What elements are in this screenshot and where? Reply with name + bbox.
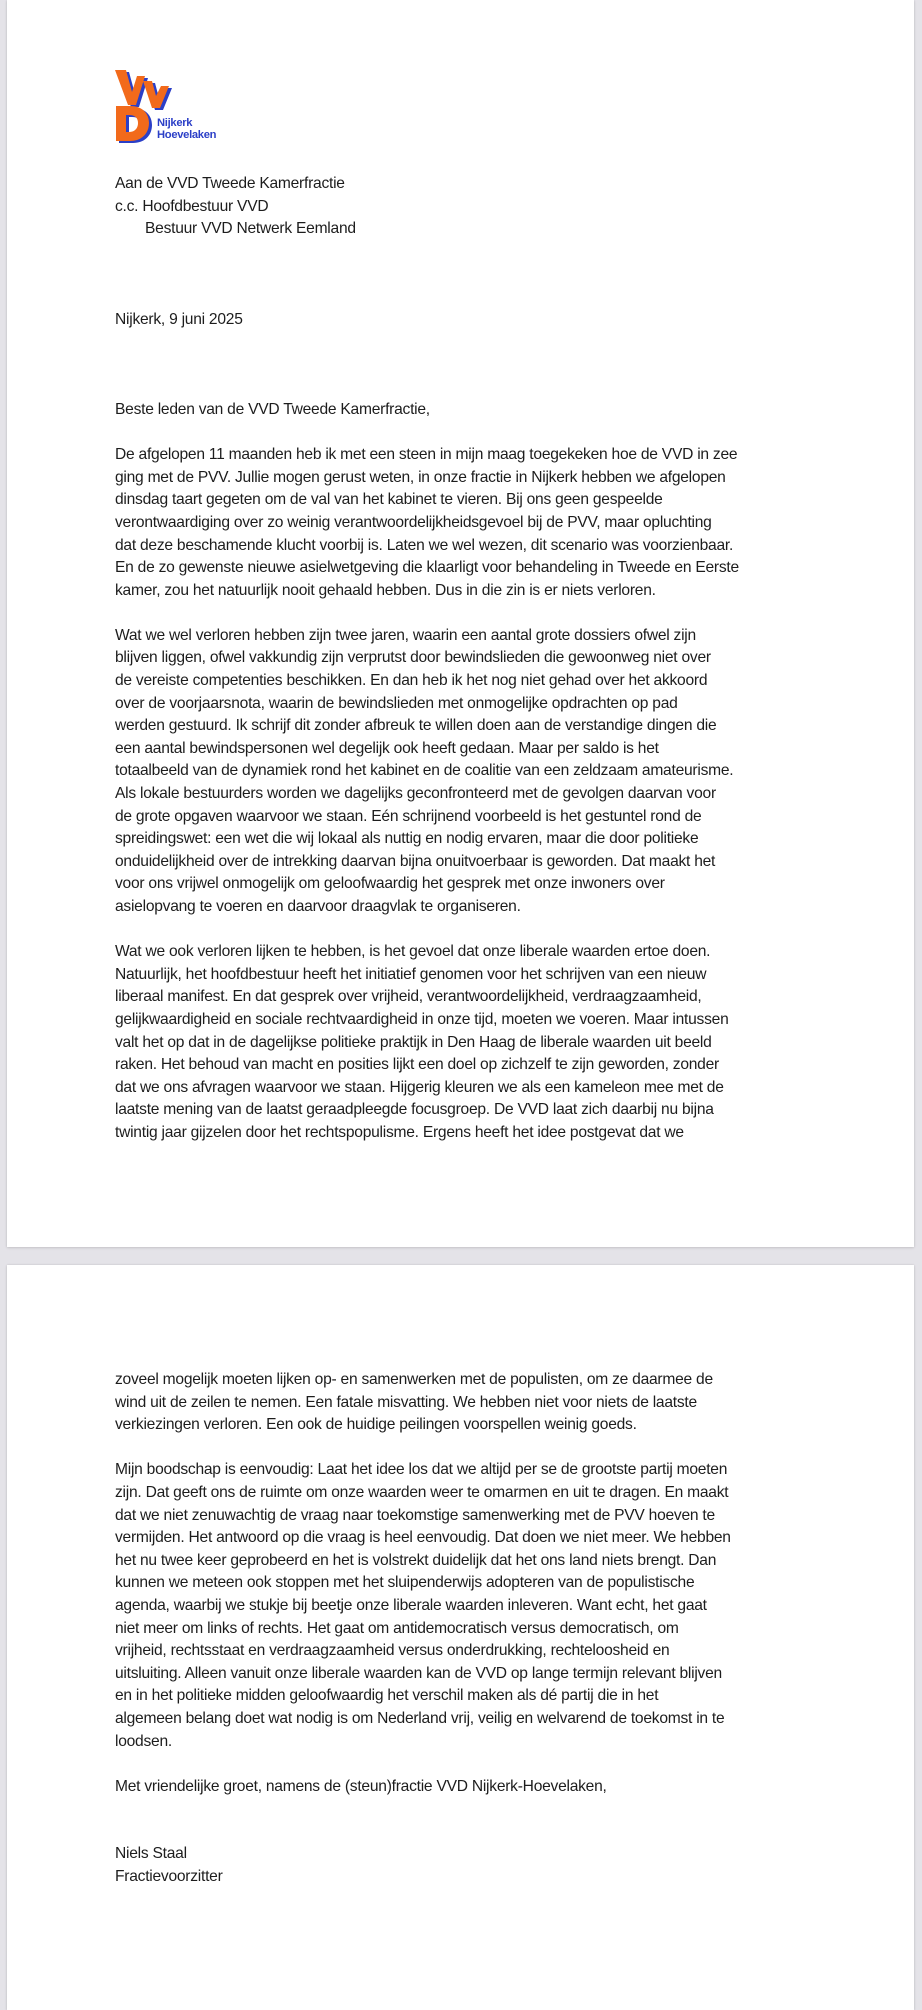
text-line: En de zo gewenste nieuwe asielwetgeving die klaarligt voor behandeling in Tweede en Eerste — [115, 559, 739, 577]
closing-line: Met vriendelijke groet, namens de (steun)fractie VVD Nijkerk-Hoevelaken, — [115, 1777, 607, 1795]
paragraph — [115, 1459, 815, 1753]
page-1-paragraphs — [115, 444, 815, 1144]
text-line: Wat we wel verloren hebben zijn twee jaren, waarin een aantal grote dossiers ofwel zijn — [115, 626, 696, 644]
text-line: onduidelijkheid over de intrekking daarvan bijna onuitvoerbaar is geworden. Dat maakt het — [115, 852, 716, 870]
text-line: verontwaardiging over zo weinig verantwoordelijkheidsgevoel bij de PVV, maar opluchting — [115, 513, 712, 531]
text-line: dat we ons afvragen waarvoor we staan. Hijgerig kleuren we als een kameleon mee met de — [115, 1078, 724, 1096]
text-line: niet meer om links of rechts. Het gaat om antidemocratisch versus democratisch, om — [115, 1619, 679, 1637]
page-2-paragraphs — [115, 1369, 815, 1753]
text-line: ging met de PVV. Jullie mogen gerust weten, in onze fractie in Nijkerk hebben we afgelopen — [115, 468, 726, 486]
date-line: Nijkerk, 9 juni 2025 — [115, 310, 243, 328]
text-line: totaalbeeld van de dynamiek rond het kabinet en de coalitie van een zeldzaam amateurisme. — [115, 762, 734, 780]
text-line: zijn. Dat geeft ons de ruimte om onze waarden weer te omarmen en uit te dragen. En maakt — [115, 1483, 729, 1501]
text-line: over de voorjaarsnota, waarin de bewindslieden met onmogelijke opdrachten op pad — [115, 694, 678, 712]
text-line: Natuurlijk, het hoofdbestuur heeft het initiatief genomen voor het schrijven van een nieuw — [115, 965, 707, 983]
address-to: Aan de VVD Tweede Kamerfractie — [115, 175, 345, 192]
text-line: kunnen we meteen ook stoppen met het sluipenderwijs adopteren van de populistische — [115, 1574, 695, 1592]
text-line: dat we niet zenuwachtig de vraag naar toekomstige samenwerking met de PVV hoeven te — [115, 1506, 715, 1524]
text-line: kamer, zou het natuurlijk nooit gehaald hebben. Dus in die zin is er niets verloren. — [115, 581, 656, 599]
text-line: spreidingswet: een wet die wij lokaal als nuttig en nodig ervaren, maar die door politieke — [115, 830, 699, 848]
text-line: blijven liggen, ofwel vakkundig zijn verprutst door bewindslieden die gewoonweg niet over — [115, 649, 711, 667]
signature-name: Niels Staal — [115, 1845, 187, 1863]
text-line: vermijden. Het antwoord op die vraag is heel eenvoudig. Dat doen we niet meer. We hebben — [115, 1529, 731, 1547]
text-line: voor ons vrijwel onmogelijk om geloofwaardig het gesprek met onze inwoners over — [115, 875, 665, 893]
text-line: Wat we ook verloren lijken te hebben, is het gevoel dat onze liberale waarden ertoe doen. — [115, 943, 711, 961]
text-line: verkiezingen verloren. Een ook de huidige peilingen voorspellen weinig goeds. — [115, 1416, 637, 1434]
text-line: De afgelopen 11 maanden heb ik met een steen in mijn maag toegekeken hoe de VVD in zee — [115, 446, 738, 464]
letter-page-2 — [7, 1265, 914, 2010]
text-line: wind uit de zeilen te nemen. Een fatale misvatting. We hebben niet voor niets de laatste — [115, 1393, 697, 1411]
paragraph — [115, 625, 815, 919]
paragraph — [115, 1369, 815, 1437]
text-line: loodsen. — [115, 1732, 172, 1750]
address-cc-1: c.c. Hoofdbestuur VVD — [115, 197, 269, 215]
vvd-logo — [115, 70, 235, 150]
text-line: twintig jaar gijzelen door het rechtspopulisme. Ergens heeft het idee postgevat dat we — [115, 1123, 684, 1141]
text-line: dat deze beschamende klucht voorbij is. Laten we wel wezen, dit scenario was voorzienbaar. — [115, 536, 734, 554]
signature-title: Fractievoorzitter — [115, 1868, 223, 1886]
text-line: uitsluiting. Alleen vanuit onze liberale waarden kan de VVD op lange termijn relevant blijven — [115, 1664, 722, 1682]
text-line: het nu twee keer geprobeerd en het is volstrekt duidelijk dat het ons land niets brengt. Dan — [115, 1551, 717, 1569]
paragraph — [115, 444, 815, 602]
logo-line-2: Hoevelaken — [157, 128, 217, 141]
text-line: gelijkwaardigheid en sociale rechtvaardigheid in onze tijd, moeten we voeren. Maar intussen — [115, 1010, 729, 1028]
text-line: vrijheid, rechtsstaat en verdraagzaamheid versus onderdrukking, rechteloosheid en — [115, 1642, 670, 1660]
text-line: de grote opgaven waarvoor we staan. Eén schrijnend voorbeeld is het gestuntel rond de — [115, 807, 702, 825]
text-line: algemeen belang doet wat nodig is om Nederland vrij, veilig en welvarend de toekomst in te — [115, 1709, 725, 1727]
text-line: en in het politieke midden geloofwaardig het verschil maken als dé partij die in het — [115, 1687, 659, 1705]
paragraph — [115, 941, 815, 1144]
text-line: laatste mening van de laatst geraadpleegde focusgroep. De VVD laat zich daarbij nu bijna — [115, 1101, 714, 1119]
signature-block — [115, 1843, 815, 1888]
text-line: een aantal bewindspersonen wel degelijk ook heeft gedaan. Maar per saldo is het — [115, 739, 659, 757]
address-block — [115, 173, 815, 241]
text-line: werden gestuurd. Ik schrijf dit zonder afbreuk te willen doen aan de verstandige dingen die — [115, 717, 717, 735]
text-line: valt het op dat in de dagelijkse politieke praktijk in Den Haag de liberale waarden uit beeld — [115, 1033, 712, 1051]
text-line: Mijn boodschap is eenvoudig: Laat het idee los dat we altijd per se de grootste partij moeten — [115, 1461, 728, 1479]
text-line: raken. Het behoud van macht en posities lijkt een doel op zichzelf te zijn geworden, zonder — [115, 1056, 719, 1074]
salutation: Beste leden van de VVD Tweede Kamerfractie, — [115, 400, 430, 418]
text-line: zoveel mogelijk moeten lijken op- en samenwerken met de populisten, om ze daarmee de — [115, 1371, 713, 1388]
letter-page-1 — [7, 0, 914, 1247]
address-cc-2: Bestuur VVD Netwerk Eemland — [145, 220, 356, 238]
text-line: liberaal manifest. En dat gesprek over vrijheid, verantwoordelijkheid, verdraagzaamheid, — [115, 988, 702, 1006]
logo-line-1: Nijkerk — [157, 117, 193, 129]
text-line: de vereiste competenties beschikken. En dan heb ik het nog niet gehad over het akkoord — [115, 672, 708, 690]
letter-body-page-2 — [115, 1369, 815, 1889]
letter-body-page-1 — [115, 173, 815, 1145]
text-line: Als lokale bestuurders worden we dagelijks geconfronteerd met de gevolgen daarvan voor — [115, 785, 716, 803]
text-line: agenda, waarbij we stukje bij beetje onze liberale waarden inleveren. Want echt, het gaat — [115, 1596, 707, 1614]
text-line: dinsdag taart gegeten om de val van het kabinet te vieren. Bij ons geen gespeelde — [115, 491, 663, 509]
text-line: asielopvang te voeren en daarvoor draagvlak te organiseren. — [115, 898, 521, 915]
